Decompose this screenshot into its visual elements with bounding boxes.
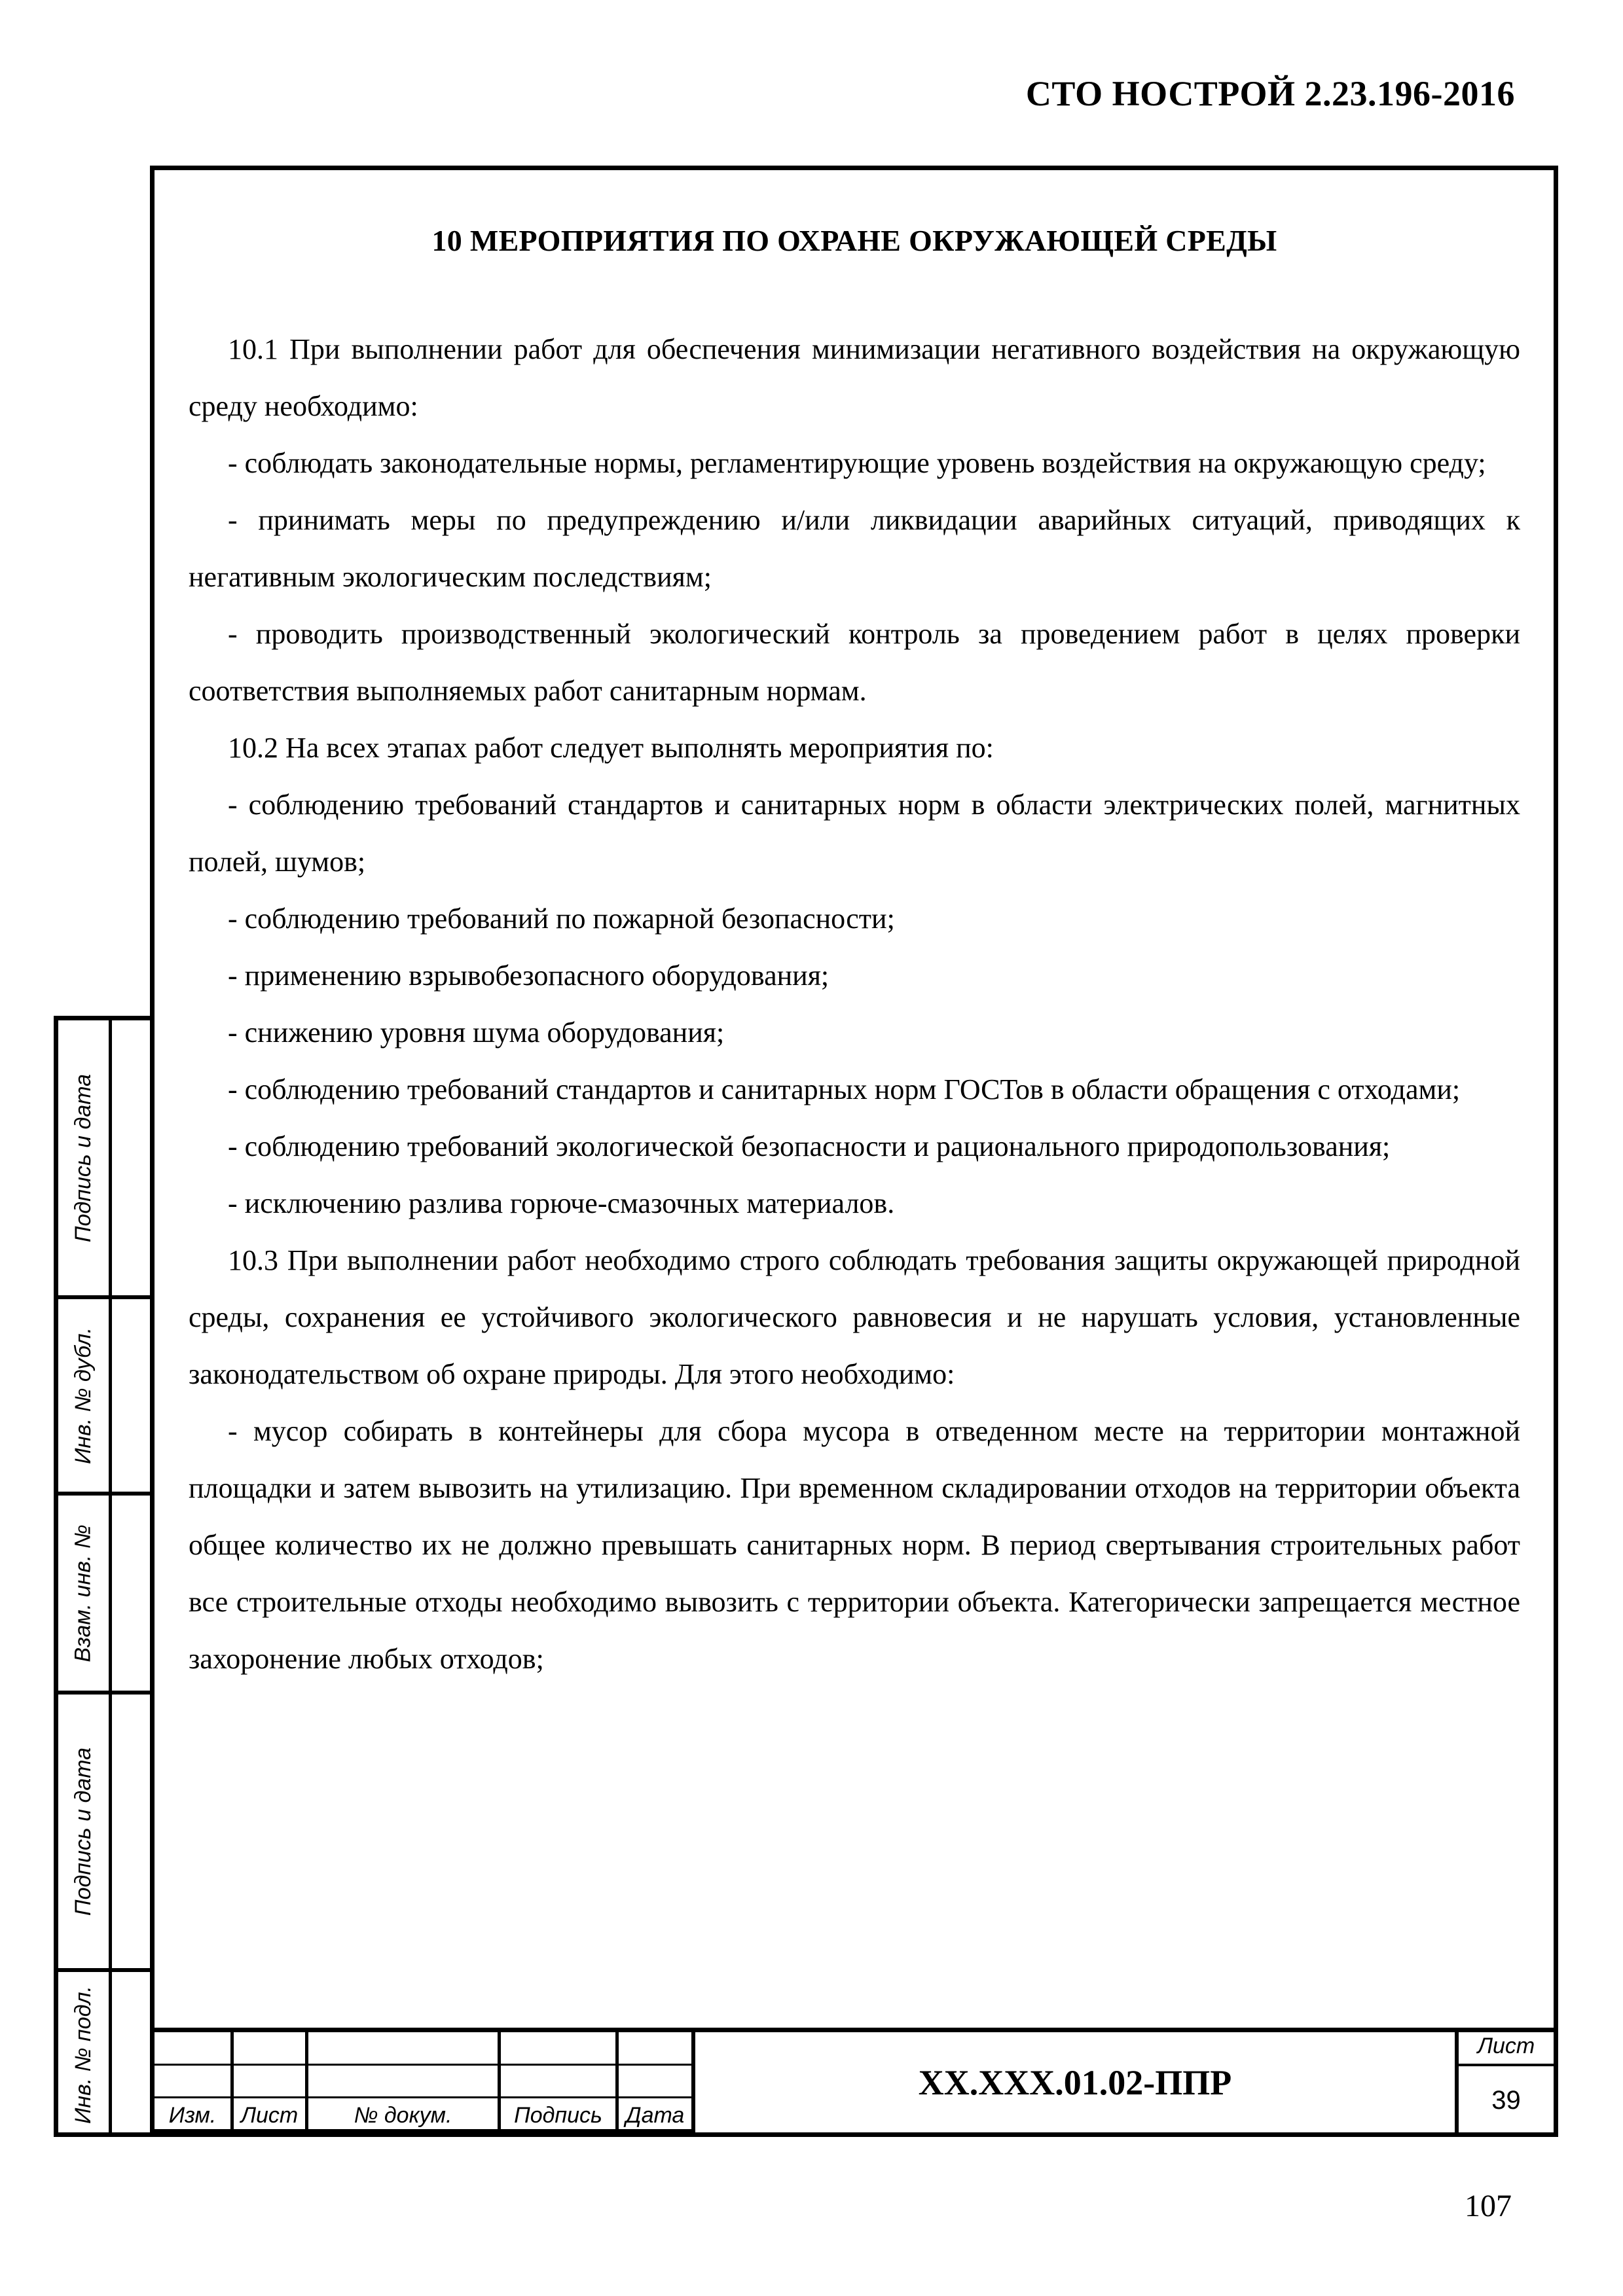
- revision-grid: [155, 2032, 691, 2132]
- page-content: [189, 215, 1520, 1687]
- title-block: [155, 2028, 1554, 2132]
- binding-strip: [54, 1016, 153, 2137]
- column-label-date: Дата: [625, 2103, 685, 2128]
- list-item: - применению взрывобезопасного оборудования;: [228, 960, 830, 992]
- paragraph-10-2: 10.2 На всех этапах работ следует выполнять мероприятия по:: [228, 732, 994, 764]
- paragraph-10-1: 10.1 При выполнении работ для обеспечения минимизации негативного воздействия на окружающую среду необходимо:: [189, 333, 1520, 422]
- title-block-doc-code: ХХ.ХХХ.01.02-ППР: [918, 2062, 1232, 2102]
- strip-label-dup-inventory: Инв. № дубл.: [71, 1327, 96, 1464]
- list-item: - мусор собирать в контейнеры для сбора мусора в отведенном месте на территории монтажной площадки и затем вывозить на утилизацию. При временном складировании отходов на территории объекта общее количество их не должно превышать санитарных норм. В период свертывания строительных работ все строительные отходы необходимо вывозить с территории объекта. Категорически запрещается местное захоронение любых отходов;: [189, 1415, 1520, 1675]
- strip-label-signature-date-2: Подпись и дата: [71, 1747, 96, 1916]
- section-title: 10 МЕРОПРИЯТИЯ ПО ОХРАНЕ ОКРУЖАЮЩЕЙ СРЕДЫ: [431, 224, 1277, 257]
- sheet-label: Лист: [1477, 2034, 1535, 2058]
- column-label-doc-number: № докум.: [354, 2103, 452, 2128]
- list-item: - соблюдать законодательные нормы, регламентирующие уровень воздействия на окружающую среду;: [228, 447, 1486, 479]
- list-item: - принимать меры по предупреждению и/или ликвидации аварийных ситуаций, приводящих к негативным экологическим последствиям;: [189, 504, 1520, 593]
- column-label-change: Изм.: [168, 2103, 217, 2128]
- list-item: - соблюдению требований стандартов и санитарных норм в области электрических полей, магнитных полей, шумов;: [189, 789, 1520, 878]
- document-code-header: СТО НОСТРОЙ 2.23.196-2016: [1025, 74, 1515, 113]
- strip-label-replacement-inventory: Взам. инв. №: [71, 1524, 96, 1662]
- list-item: - соблюдению требований экологической безопасности и рационального природопользования;: [228, 1130, 1391, 1162]
- paragraph-10-3: 10.3 При выполнении работ необходимо строго соблюдать требования защиты окружающей природной среды, сохранения ее устойчивого экологического равновесия и не нарушать условия, установленные законодательством об охране природы. Для этого необходимо:: [189, 1244, 1520, 1390]
- column-label-signature: Подпись: [514, 2103, 602, 2128]
- list-item: - исключению разлива горюче-смазочных материалов.: [228, 1187, 895, 1219]
- strip-divider: [109, 1020, 112, 2132]
- sheet-number: 39: [1491, 2086, 1521, 2115]
- list-item: - снижению уровня шума оборудования;: [228, 1016, 725, 1049]
- strip-label-signature-date-1: Подпись и дата: [71, 1073, 96, 1242]
- list-item: - соблюдению требований по пожарной безопасности;: [228, 903, 895, 935]
- list-item: - проводить производственный экологический контроль за проведением работ в целях проверки соответствия выполняемых работ санитарным нормам.: [189, 618, 1520, 707]
- page-number: 107: [1465, 2189, 1512, 2223]
- list-item: - соблюдению требований стандартов и санитарных норм ГОСТов в области обращения с отходами;: [228, 1073, 1461, 1105]
- column-label-sheet: Лист: [240, 2103, 299, 2128]
- strip-label-original-inventory: Инв. № подл.: [71, 1985, 96, 2124]
